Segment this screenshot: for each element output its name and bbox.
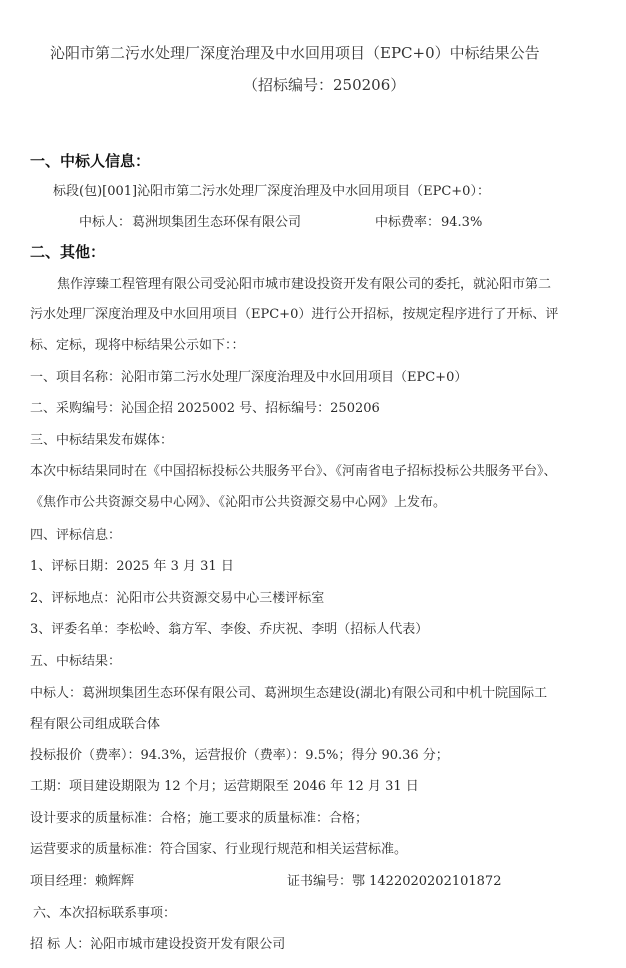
winner-label: 中标人： <box>79 215 132 230</box>
section-heading-winner-info: 一、中标人信息： <box>30 152 151 170</box>
ops-quality: 运营要求的质量标准：符合国家、行业现行规范和相关运营标准。 <box>30 842 408 857</box>
title-line-2: （招标编号：250206） <box>243 76 406 94</box>
intro-line-3: 标、定标，现将中标结果公示如下：： <box>30 338 245 353</box>
contact-heading: 六、本次招标联系事项： <box>33 906 177 921</box>
eval-heading: 四、评标信息： <box>30 528 122 543</box>
eval-place: 2、评标地点：沁阳市公共资源交易中心三楼评标室 <box>30 591 325 606</box>
rate-label: 中标费率： <box>375 215 441 230</box>
procurement-number: 二、采购编号：沁国企招 2025002 号、招标编号：250206 <box>30 401 380 416</box>
media-text-1: 本次中标结果同时在《中国招标投标公共服务平台》、《河南省电子招标投标公共服务平台》、 <box>30 464 557 479</box>
section-heading-other: 二、其他： <box>30 243 106 261</box>
tenderer: 招 标 人：沁阳市城市建设投资开发有限公司 <box>30 937 286 952</box>
project-manager: 项目经理：赖辉辉 <box>30 874 135 889</box>
result-winner-1: 中标人：葛洲坝集团生态环保有限公司、葛洲坝生态建设(湖北)有限公司和中机十院国际工 <box>30 686 548 701</box>
media-text-2: 《焦作市公共资源交易中心网》、《沁阳市公共资源交易中心网》上发布。 <box>30 495 447 510</box>
winner-name: 葛洲坝集团生态环保有限公司 <box>132 215 302 230</box>
bid-price: 投标报价（费率）：94.3%，运营报价（费率）：9.5%；得分 90.36 分； <box>30 748 449 763</box>
result-heading: 五、中标结果： <box>30 654 122 669</box>
lot-description: 标段(包)[001]沁阳市第二污水处理厂深度治理及中水回用项目（EPC+0）： <box>53 184 490 199</box>
project-name: 一、项目名称：沁阳市第二污水处理厂深度治理及中水回用项目（EPC+0） <box>30 370 468 385</box>
media-heading: 三、中标结果发布媒体： <box>30 433 174 448</box>
eval-date: 1、评标日期：2025 年 3 月 31 日 <box>30 559 234 574</box>
title-line-1: 沁阳市第二污水处理厂深度治理及中水回用项目（EPC+0）中标结果公告 <box>50 44 540 62</box>
rate-value: 94.3% <box>441 215 483 230</box>
duration: 工期：项目建设期限为 12 个月；运营期限至 2046 年 12 月 31 日 <box>30 779 419 794</box>
certificate-number: 证书编号：鄂 1422020202101872 <box>287 874 502 889</box>
result-winner-2: 程有限公司组成联合体 <box>30 717 161 732</box>
design-quality: 设计要求的质量标准：合格；施工要求的质量标准：合格； <box>30 811 369 826</box>
eval-committee: 3、评委名单：李松岭、翁方军、李俊、乔庆祝、李明（招标人代表） <box>30 622 429 637</box>
intro-line-2: 污水处理厂深度治理及中水回用项目（EPC+0）进行公开招标，按规定程序进行了开标、评 <box>30 307 559 322</box>
intro-line-1: 焦作淳臻工程管理有限公司受沁阳市城市建设投资开发有限公司的委托，就沁阳市第二 <box>57 277 552 292</box>
